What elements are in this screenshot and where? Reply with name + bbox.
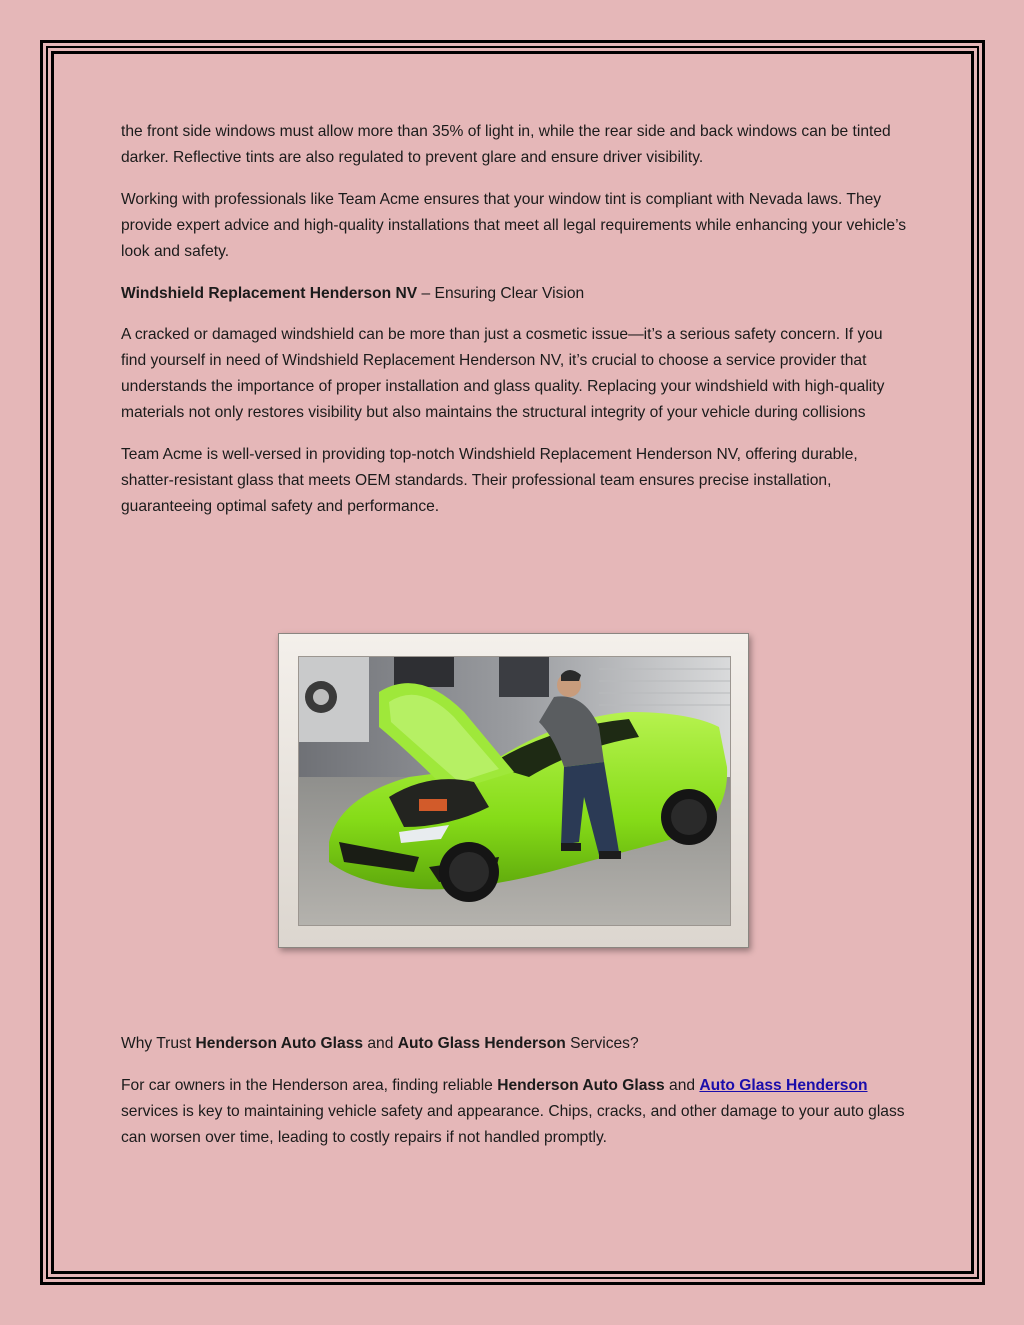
- why-trust-text-3: Services?: [565, 1035, 639, 1052]
- windshield-section-heading: [121, 281, 911, 307]
- car-owners-paragraph: [121, 1073, 911, 1151]
- auto-glass-henderson-link[interactable]: Auto Glass Henderson: [699, 1076, 868, 1094]
- why-trust-text-2: and: [363, 1035, 398, 1052]
- windshield-damage-paragraph: A cracked or damaged windshield can be more than just a cosmetic issue—it’s a serious safety concern. If you find yourself in need of Windshield Replacement Henderson NV, it’s crucial to choose a service provider that understands the importance of proper installation and glass quality. Replacing your windshield with high-quality materials not only restores visibility but also maintains the structural integrity of your vehicle during collisions: [121, 326, 885, 422]
- why-trust-heading: [121, 1031, 911, 1057]
- team-acme-windshield-paragraph: Team Acme is well-versed in providing top-notch Windshield Replacement Henderson NV, offering durable, shatter-resistant glass that meets OEM standards. Their professional team ensures precise installation, guaranteeing optimal safety and performance.: [121, 446, 858, 515]
- windshield-heading-subtitle: – Ensuring Clear Vision: [417, 284, 585, 302]
- owners-text-3: services is key to maintaining vehicle safety and appearance. Chips, cracks, and other damage to your auto glass can worsen over time, leading to costly repairs if not handled promptly.: [121, 1102, 905, 1146]
- owners-bold: Henderson Auto Glass: [497, 1076, 665, 1094]
- lower-article-body: [121, 1031, 911, 1167]
- car-photo-frame: [278, 633, 749, 948]
- why-trust-text-1: Why Trust: [121, 1035, 196, 1052]
- windshield-heading-bold: Windshield Replacement Henderson NV: [121, 284, 418, 302]
- owners-text-1: For car owners in the Henderson area, finding reliable: [121, 1076, 498, 1094]
- team-acme-tint-paragraph: Working with professionals like Team Acme ensures that your window tint is compliant with Nevada laws. They provide expert advice and high-quality installations that meet all legal requirements while enhancing your vehicle’s look and safety.: [121, 190, 907, 260]
- tint-law-paragraph: the front side windows must allow more than 35% of light in, while the rear side and back windows can be tinted darker. Reflective tints are also regulated to prevent glare and ensure driver visibility.: [121, 123, 891, 166]
- article-body: [121, 119, 911, 536]
- why-trust-bold-1: Henderson Auto Glass: [195, 1035, 364, 1052]
- lamborghini-photo: [298, 656, 731, 926]
- why-trust-bold-2: Auto Glass Henderson: [397, 1035, 566, 1052]
- owners-text-2: and: [664, 1076, 700, 1094]
